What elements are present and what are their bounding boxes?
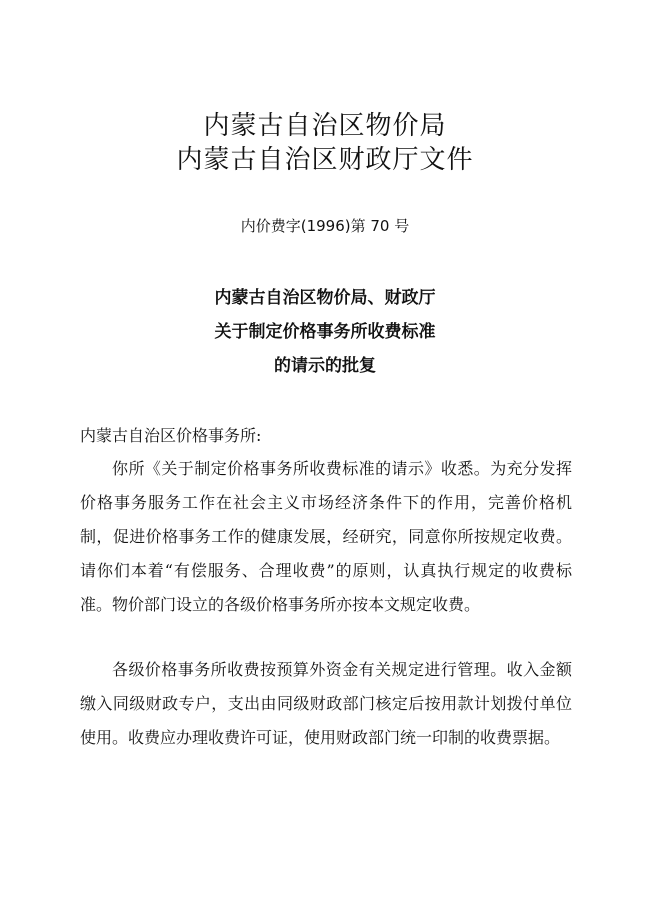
issuer-line-2: 内蒙古自治区财政厅文件 — [176, 145, 474, 175]
document-number: 内价费字(1996)第 70 号 — [240, 217, 410, 235]
document-title-line-2: 关于制定价格事务所收费标准 — [214, 322, 436, 342]
document-title-line-3: 的请示的批复 — [274, 356, 376, 376]
body-paragraph-1: 你所《关于制定价格事务所收费标准的请示》收悉。为充分发挥价格事务服务工作在社会主义市场经济条件下的作用，完善价格机制，促进价格事务工作的健康发展，经研究，同意你所按规定收费。请你们本着“有偿服务、合理收费”的原则，认真执行规定的收费标准。物价部门设立的各级价格事务所亦按本文规定收费。 — [80, 459, 572, 614]
body-paragraph-2: 各级价格事务所收费按预算外资金有关规定进行管理。收入金额缴入同级财政专户，支出由同级财政部门核定后按用款计划拨付单位使用。收费应办理收费许可证，使用财政部门统一印制的收费票据。 — [80, 660, 572, 747]
salutation: 内蒙古自治区价格事务所: — [80, 426, 262, 445]
document-title-line-1: 内蒙古自治区物价局、财政厅 — [214, 288, 436, 308]
issuer-line-1: 内蒙古自治区物价局 — [203, 111, 447, 141]
